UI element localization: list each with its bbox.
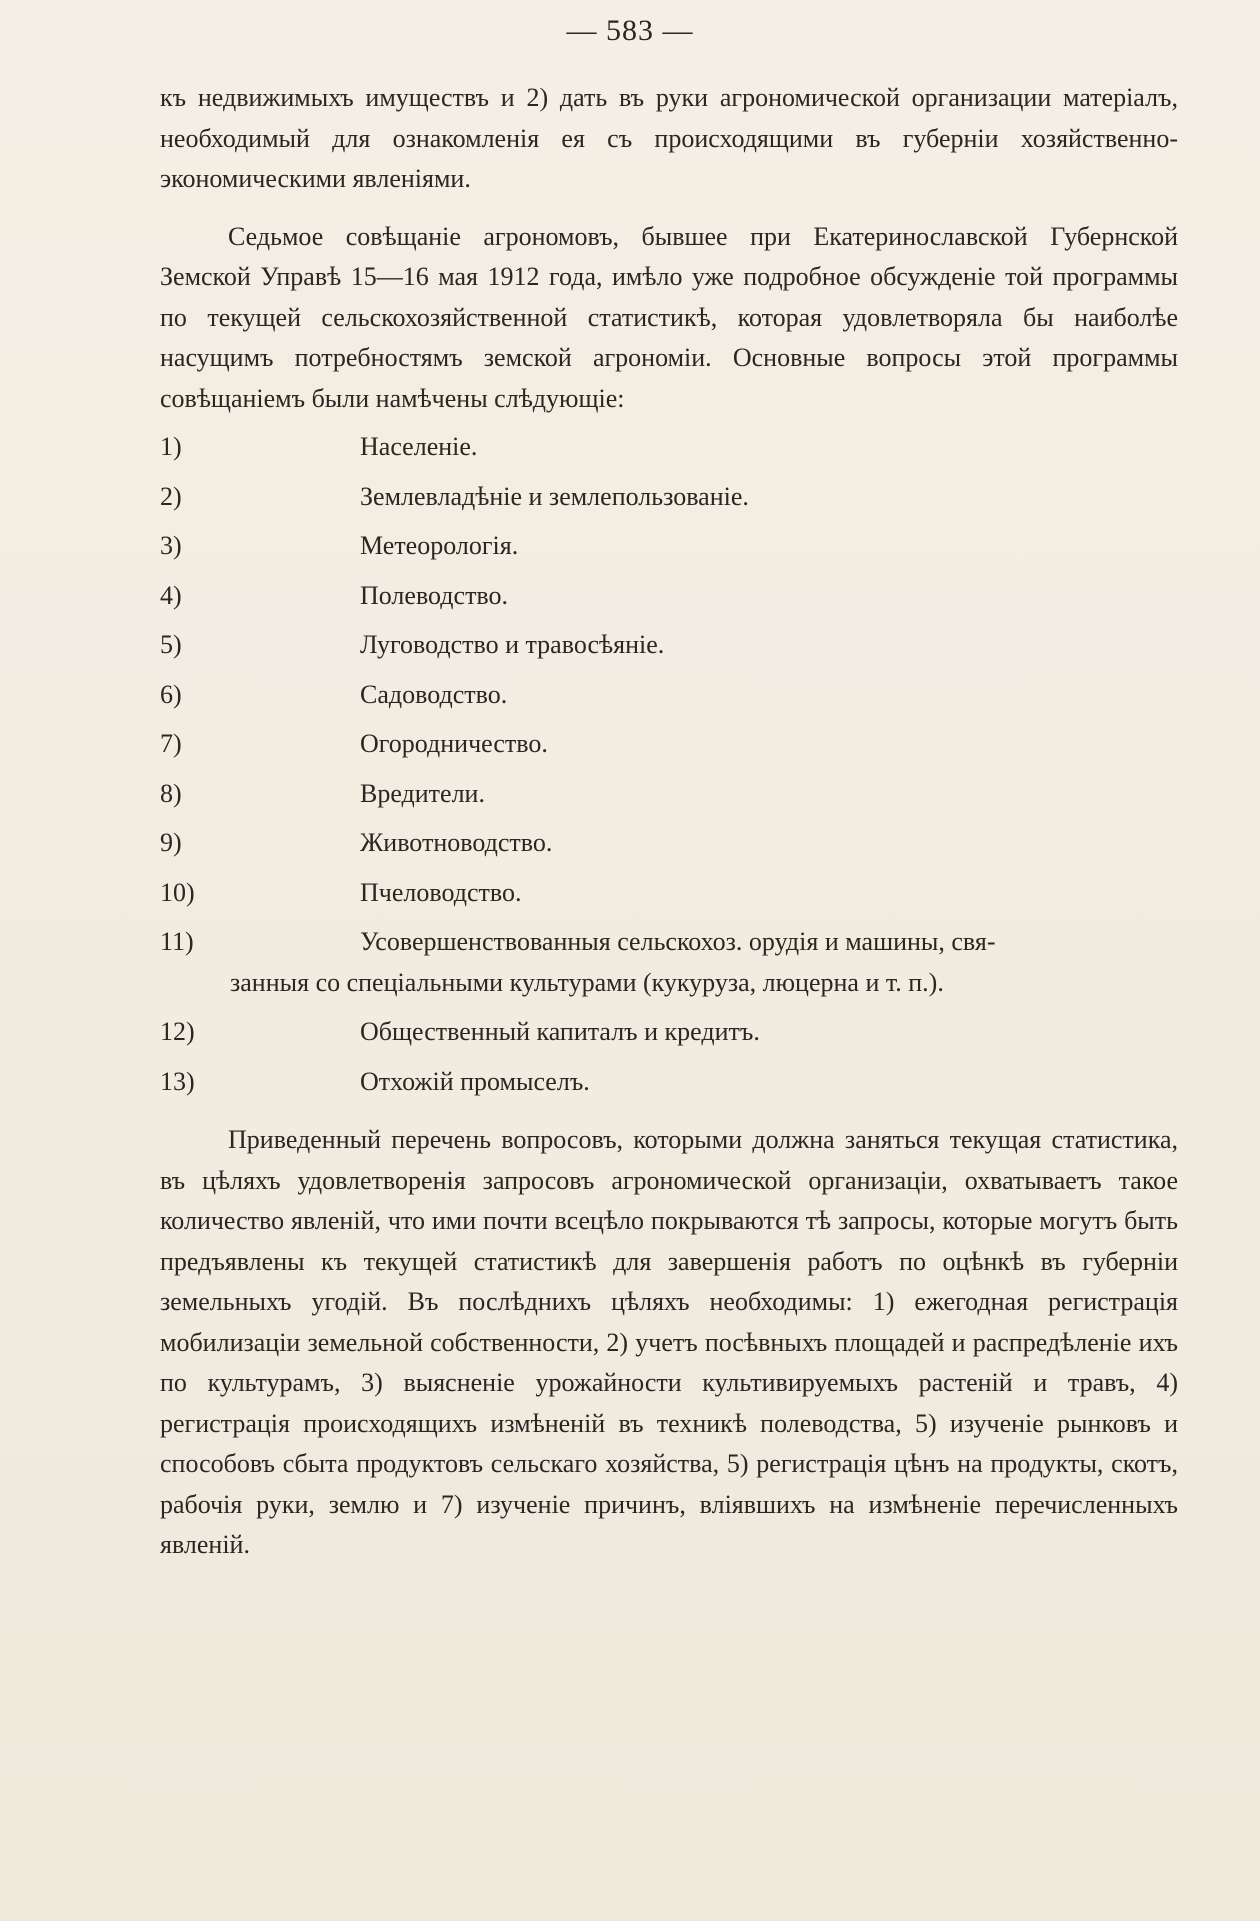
list-item-number: 13) (160, 1066, 195, 1096)
list-item-number: 4) (160, 580, 182, 610)
list-item-text: Луговодство и травосѣяніе. (360, 630, 665, 659)
list-item-number: 11) (160, 927, 194, 956)
list-item (160, 477, 1178, 518)
list-item (160, 576, 1178, 617)
list-item (160, 922, 1178, 1003)
program-questions-list (160, 427, 1178, 1102)
list-item-number: 9) (160, 828, 182, 857)
paragraph-meeting: Седьмое совѣщаніе агрономовъ, бывшее при Екатеринославской Губернской Земской Управѣ 15—16 мая 1912 года, имѣло уже подробное обсужденіе той программы по текущей сельскохозяйственной статистикѣ, которая удовлетворяла бы наиболѣе насущимъ потребностямъ земской агрономіи. Основные вопросы этой программы совѣщаніемъ были намѣчены слѣдующіе: (160, 221, 1178, 413)
list-item (160, 1062, 1178, 1103)
list-item-text: Садоводство. (360, 679, 508, 709)
list-item-number: 5) (160, 630, 182, 659)
list-item-text: Отхожій промыселъ. (360, 1066, 590, 1096)
list-item-number: 10) (160, 877, 195, 907)
list-item-text: Полеводство. (360, 580, 509, 610)
list-item-text: Усовершенствованныя сельскохоз. орудія и машины, свя- (360, 927, 996, 956)
list-item (160, 625, 1178, 666)
paragraph-summary: Приведенный перечень вопросовъ, которыми должна заняться текущая статистика, въ цѣляхъ удовлетворенія запросовъ агрономической организаціи, охватываетъ такое количество явленій, что ими почти всецѣло покрываются тѣ запросы, которые могутъ быть предъявлены къ текущей статистикѣ для завершенія работъ по оцѣнкѣ въ губерніи земельныхъ угодій. Въ послѣднихъ цѣляхъ необходимы: 1) ежегодная регистрація мобилизаціи земельной собственности, 2) учетъ посѣвныхъ площадей и распредѣленіе ихъ по культурамъ, 3) выясненіе урожайности культивируемыхъ растеній и травъ, 4) регистрація происходящихъ измѣненій въ техникѣ полеводства, 5) изученіе рынковъ и способовъ сбыта продуктовъ сельскаго хозяйства, 5) регистрація цѣнъ на продукты, скотъ, рабочія руки, землю и 7) изученіе причинъ, вліявшихъ на измѣненіе перечисленныхъ явленій. (160, 1125, 1178, 1559)
list-item-text: Пчеловодство. (360, 877, 522, 907)
list-item-number: 12) (160, 1017, 195, 1046)
list-item-continuation: занныя со спеціальными культурами (кукуруза, люцерна и т. п.). (230, 967, 944, 997)
list-item (160, 675, 1178, 716)
list-item-text: Населеніе. (360, 432, 478, 461)
list-item-number: 2) (160, 481, 182, 511)
list-item-number: 7) (160, 729, 182, 758)
list-item-number: 3) (160, 531, 182, 560)
list-item-text: Вредители. (360, 778, 485, 808)
list-item-text: Метеорологія. (360, 531, 519, 560)
list-item-text: Огородничество. (360, 729, 548, 758)
paragraph-continuation: къ недвижимыхъ имуществъ и 2) дать въ руки агрономической организации матеріалъ, необходимый для ознакомленія ея съ происходящими въ губерніи хозяйственно-экономическими явленіями. (160, 83, 1178, 193)
page-number: — 583 — (566, 14, 694, 47)
list-item (160, 526, 1178, 567)
list-item-text: Землевладѣніе и землепользованіе. (360, 481, 749, 511)
list-item (160, 823, 1178, 864)
list-item-text: Животноводство. (360, 828, 553, 857)
list-item (160, 873, 1178, 914)
list-item-text: Общественный капиталъ и кредитъ. (360, 1017, 760, 1046)
list-item (160, 1012, 1178, 1053)
list-item (160, 724, 1178, 765)
list-item-number: 8) (160, 778, 182, 808)
list-item-number: 1) (160, 432, 182, 461)
list-item-number: 6) (160, 679, 182, 709)
list-item (160, 774, 1178, 815)
list-item (160, 427, 1178, 468)
body-text (160, 78, 1178, 1566)
